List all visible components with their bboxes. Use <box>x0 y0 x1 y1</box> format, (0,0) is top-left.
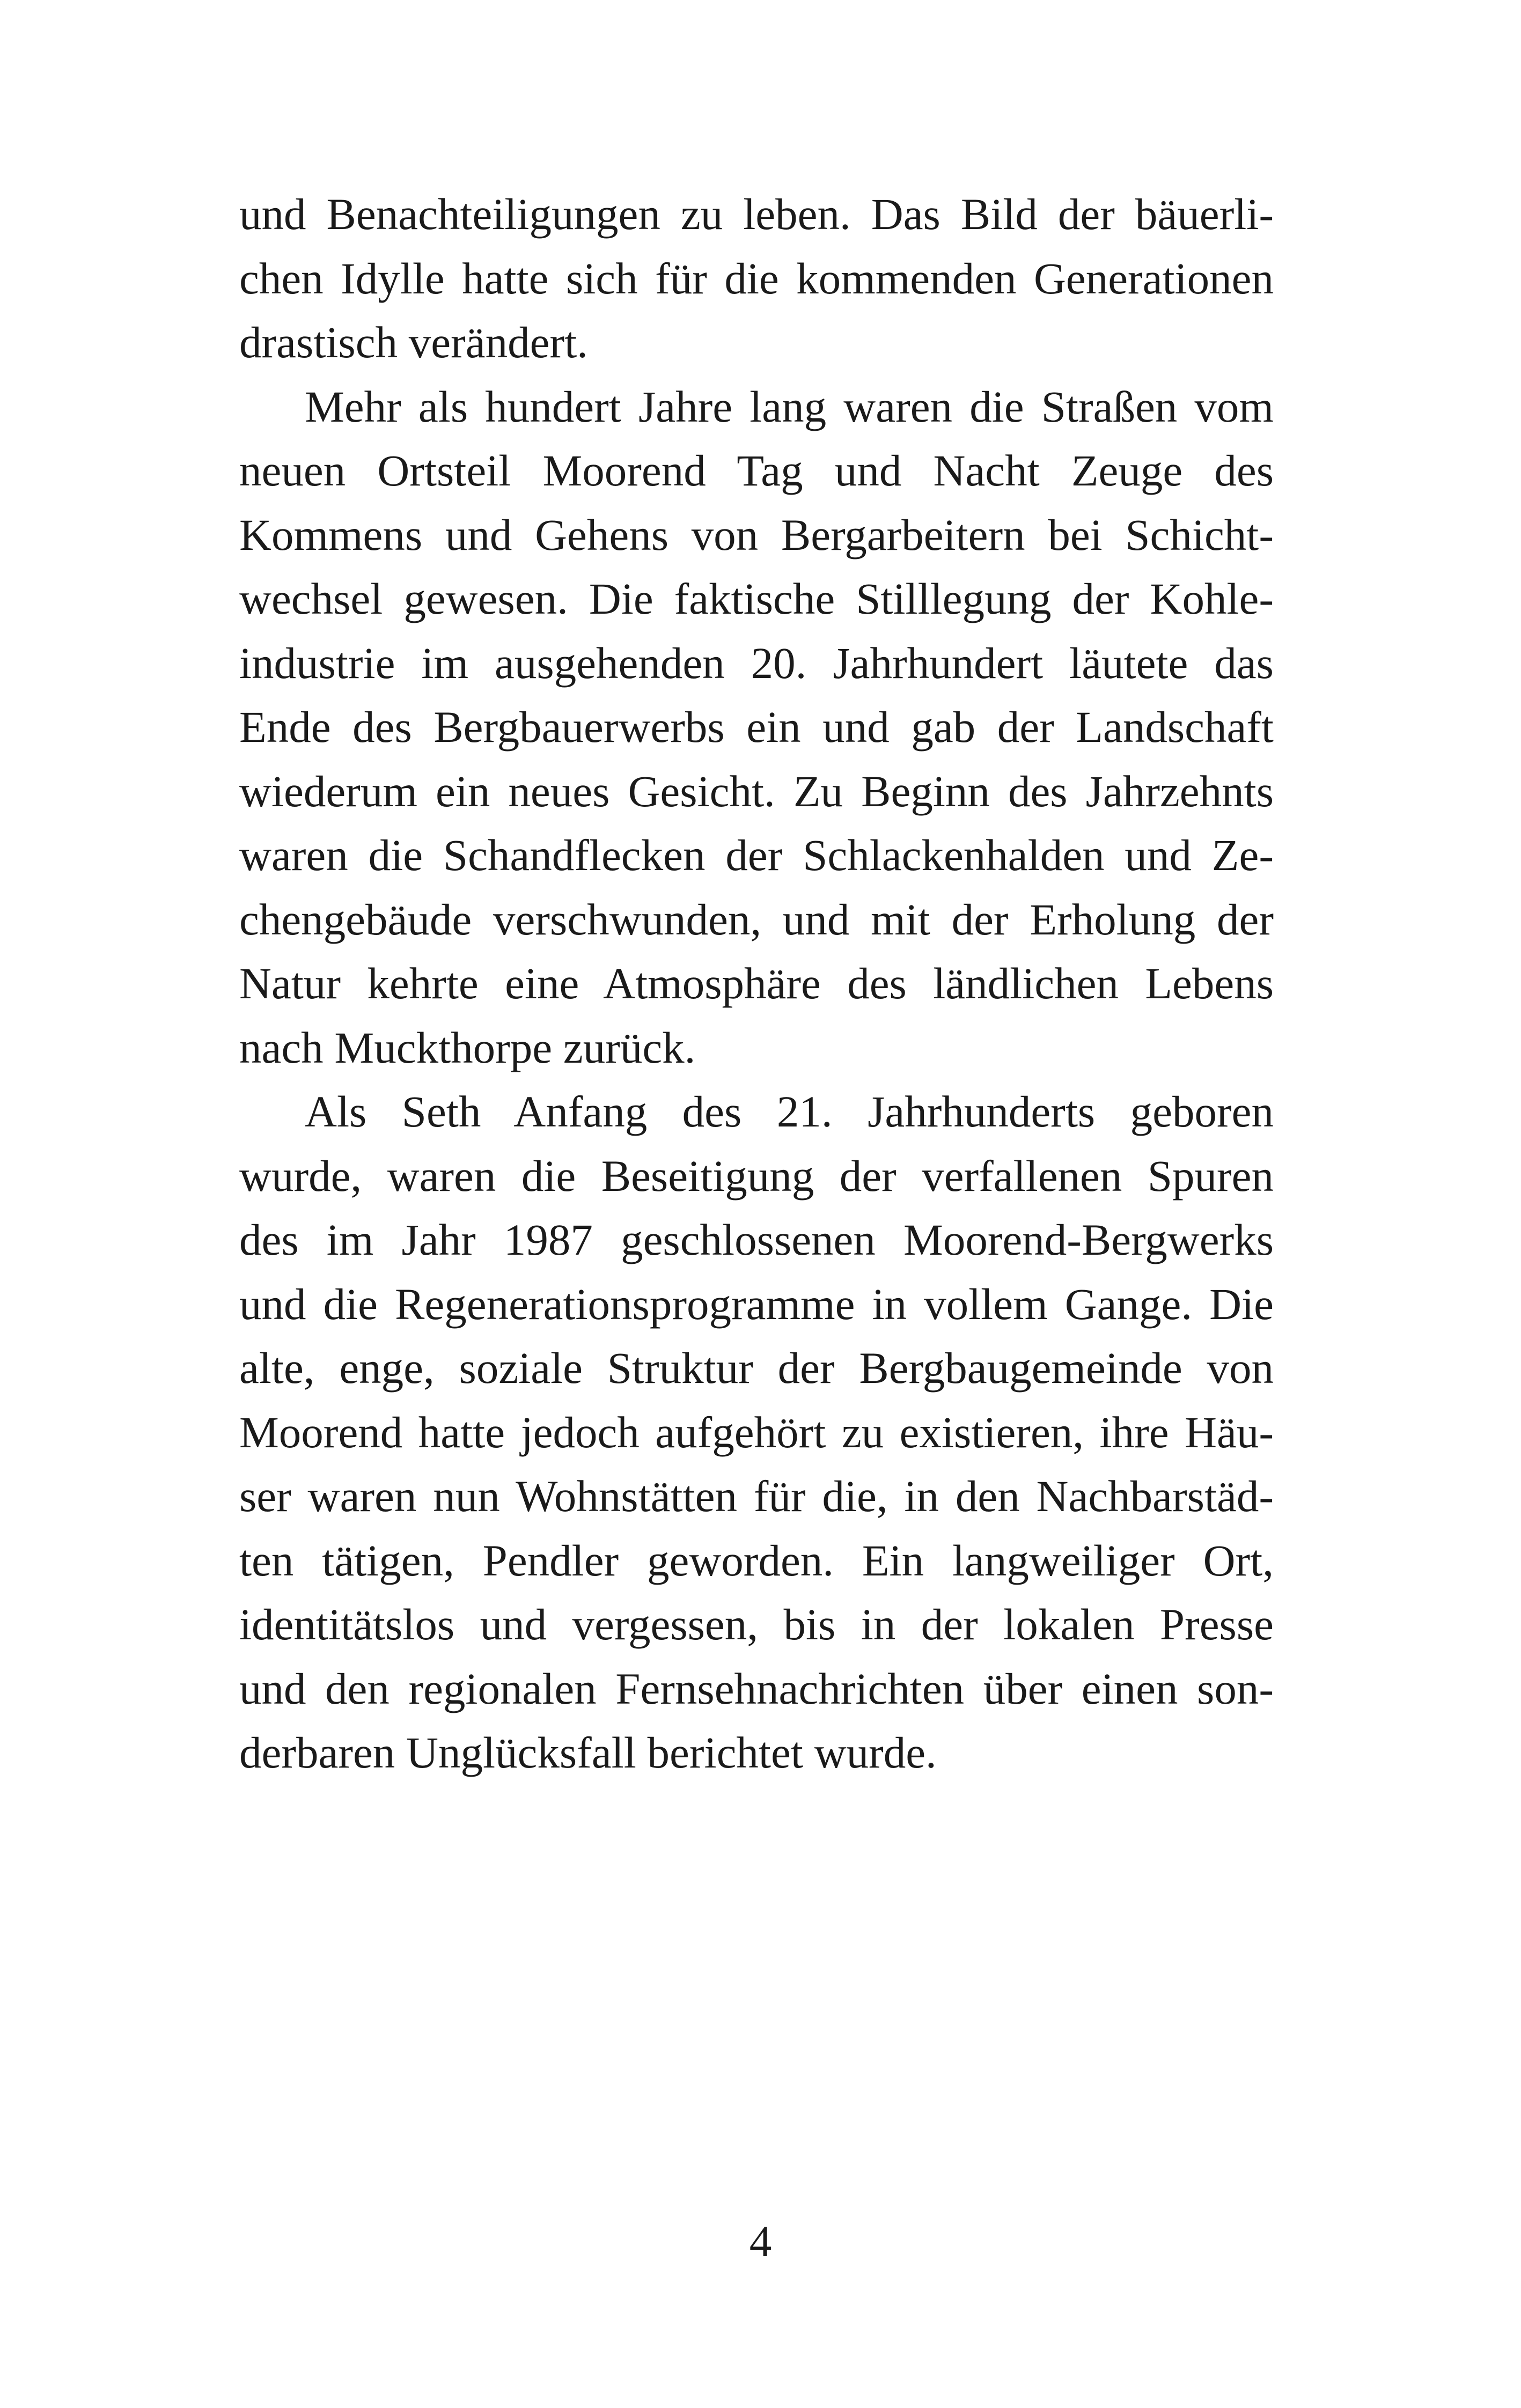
text-line: identitätslos und vergessen, bis in der lokalen Presse <box>239 1600 1274 1649</box>
text-line: waren die Schandflecken der Schlackenhalden und Ze- <box>239 830 1274 880</box>
text-line: Moorend hatte jedoch aufgehört zu existieren, ihre Häu- <box>239 1407 1274 1457</box>
paragraph-2 <box>239 375 1274 1080</box>
text-line: des im Jahr 1987 geschlossenen Moorend-Bergwerks <box>239 1215 1274 1264</box>
text-line: und den regionalen Fernsehnachrichten über einen son- <box>239 1663 1274 1713</box>
body-text <box>239 182 1274 1785</box>
paragraph-3 <box>239 1080 1274 1785</box>
text-line: drastisch verändert. <box>239 318 588 367</box>
text-line: chen Idylle hatte sich für die kommenden Generationen <box>239 253 1274 303</box>
text-line: ten tätigen, Pendler geworden. Ein langweiliger Ort, <box>239 1535 1274 1585</box>
text-line: neuen Ortsteil Moorend Tag und Nacht Zeuge des <box>239 446 1274 495</box>
text-line: chengebäude verschwunden, und mit der Erholung der <box>239 894 1274 944</box>
text-line: wurde, waren die Beseitigung der verfallenen Spuren <box>239 1151 1274 1201</box>
text-line: derbaren Unglücksfall berichtet wurde. <box>239 1728 937 1777</box>
text-line: wechsel gewesen. Die faktische Stilllegung der Kohle- <box>239 574 1274 623</box>
text-line: industrie im ausgehenden 20. Jahrhundert läutete das <box>239 638 1274 688</box>
text-line: wiederum ein neues Gesicht. Zu Beginn des Jahrzehnts <box>239 766 1274 816</box>
text-line: Kommens und Gehens von Bergarbeitern bei Schicht- <box>239 510 1274 559</box>
text-line: Mehr als hundert Jahre lang waren die Straßen vom <box>305 381 1274 431</box>
text-line: alte, enge, soziale Struktur der Bergbaugemeinde von <box>239 1343 1274 1393</box>
text-line: Als Seth Anfang des 21. Jahrhunderts geboren <box>305 1087 1274 1136</box>
text-line: und die Regenerationsprogramme in vollem Gange. Die <box>239 1279 1274 1329</box>
text-line: Ende des Bergbauerwerbs ein und gab der Landschaft <box>239 702 1274 752</box>
page-number: 4 <box>749 2216 772 2266</box>
text-line: und Benachteiligungen zu leben. Das Bild der bäuerli- <box>239 189 1274 239</box>
text-line: nach Muckthorpe zurück. <box>239 1022 696 1072</box>
paragraph-1 <box>239 182 1274 375</box>
text-line: Natur kehrte eine Atmosphäre des ländlichen Lebens <box>239 959 1274 1008</box>
text-line: ser waren nun Wohnstätten für die, in den Nachbarstäd- <box>239 1471 1274 1521</box>
